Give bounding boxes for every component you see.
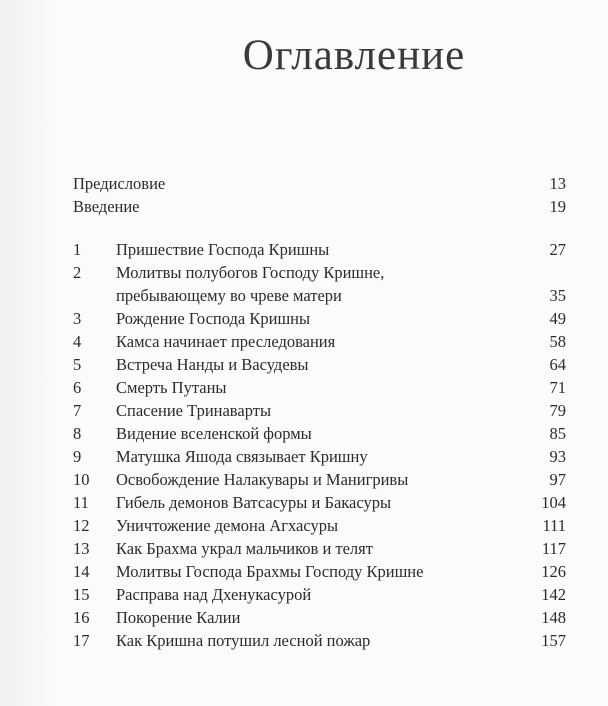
chapter-row[interactable] <box>73 468 566 491</box>
toc-entry-page: 19 <box>549 197 566 216</box>
chapter-row[interactable] <box>73 514 566 537</box>
chapter-number: 4 <box>73 332 82 351</box>
chapter-page: 85 <box>549 424 566 443</box>
toc-entry-introduction[interactable] <box>73 195 566 218</box>
chapter-page: 79 <box>549 401 566 420</box>
chapter-number: 7 <box>73 401 82 420</box>
table-of-contents <box>73 172 566 652</box>
chapter-number: 3 <box>73 309 82 328</box>
chapter-title: Рождение Господа Кришны <box>116 309 311 328</box>
chapter-title: Освобождение Налакувары и Манигривы <box>116 470 409 489</box>
chapter-page: 148 <box>541 608 566 627</box>
chapter-title: Спасение Тринаварты <box>116 401 272 420</box>
chapter-row[interactable] <box>73 238 566 261</box>
chapter-list <box>73 238 566 652</box>
chapter-title: Покорение Калии <box>116 608 241 627</box>
chapter-page: 93 <box>549 447 566 466</box>
chapter-number: 10 <box>73 470 90 489</box>
chapter-page: 104 <box>541 493 566 512</box>
chapter-title: Гибель демонов Ватсасуры и Бакасуры <box>116 493 392 512</box>
chapter-row[interactable] <box>73 491 566 514</box>
chapter-row[interactable] <box>73 629 566 652</box>
chapter-number: 13 <box>73 539 90 558</box>
chapter-number: 5 <box>73 355 82 374</box>
chapter-number: 17 <box>73 631 90 650</box>
chapter-page: 35 <box>549 286 566 305</box>
chapter-row[interactable] <box>73 560 566 583</box>
chapter-page: 142 <box>541 585 566 604</box>
chapter-title: Расправа над Дхенукасурой <box>116 585 312 604</box>
chapter-title-line-1: Молитвы полубогов Господу Кришне, <box>116 263 385 282</box>
toc-entry-title: Предисловие <box>73 174 166 193</box>
chapter-page: 157 <box>541 631 566 650</box>
chapter-title: Матушка Яшода связывает Кришну <box>116 447 368 466</box>
chapter-title-line-2: пребывающему во чреве матери <box>116 286 342 305</box>
chapter-row[interactable] <box>73 261 566 307</box>
chapter-page: 27 <box>549 240 566 259</box>
chapter-number: 11 <box>73 493 89 512</box>
chapter-title: Как Брахма украл мальчиков и телят <box>116 539 373 558</box>
chapter-number: 9 <box>73 447 82 466</box>
chapter-page: 126 <box>541 562 566 581</box>
chapter-page: 64 <box>549 355 566 374</box>
chapter-title: Смерть Путаны <box>116 378 227 397</box>
chapter-row[interactable] <box>73 537 566 560</box>
chapter-title: Встреча Нанды и Васудевы <box>116 355 309 374</box>
chapter-row[interactable] <box>73 606 566 629</box>
front-matter-list <box>73 172 566 218</box>
chapter-title: Уничтожение демона Агхасуры <box>116 516 339 535</box>
toc-entry-page: 13 <box>549 174 566 193</box>
chapter-row[interactable] <box>73 445 566 468</box>
chapter-title: Видение вселенской формы <box>116 424 312 443</box>
chapter-number: 8 <box>73 424 82 443</box>
chapter-number: 2 <box>73 263 82 282</box>
toc-entry-title: Введение <box>73 197 140 216</box>
chapter-page: 71 <box>549 378 566 397</box>
toc-entry-preface[interactable] <box>73 172 566 195</box>
chapter-title: Молитвы Господа Брахмы Господу Кришне <box>116 562 424 581</box>
chapter-title: Камса начинает преследования <box>116 332 336 351</box>
chapter-page: 58 <box>549 332 566 351</box>
chapter-number: 1 <box>73 240 82 259</box>
page-edge-shade <box>0 0 60 706</box>
chapter-row[interactable] <box>73 399 566 422</box>
chapter-page: 117 <box>541 539 566 558</box>
chapter-row[interactable] <box>73 307 566 330</box>
chapter-row[interactable] <box>73 583 566 606</box>
chapter-page: 97 <box>549 470 566 489</box>
page-title: Оглавление <box>242 32 466 79</box>
chapter-number: 15 <box>73 585 90 604</box>
chapter-number: 6 <box>73 378 82 397</box>
chapter-row[interactable] <box>73 353 566 376</box>
chapter-number: 16 <box>73 608 90 627</box>
chapter-title: Пришествие Господа Кришны <box>116 240 330 259</box>
chapter-number: 14 <box>73 562 90 581</box>
chapter-title: Как Кришна потушил лесной пожар <box>116 631 371 650</box>
chapter-page: 49 <box>549 309 566 328</box>
chapter-page: 111 <box>542 516 566 535</box>
chapter-row[interactable] <box>73 376 566 399</box>
chapter-number: 12 <box>73 516 90 535</box>
chapter-row[interactable] <box>73 422 566 445</box>
chapter-row[interactable] <box>73 330 566 353</box>
